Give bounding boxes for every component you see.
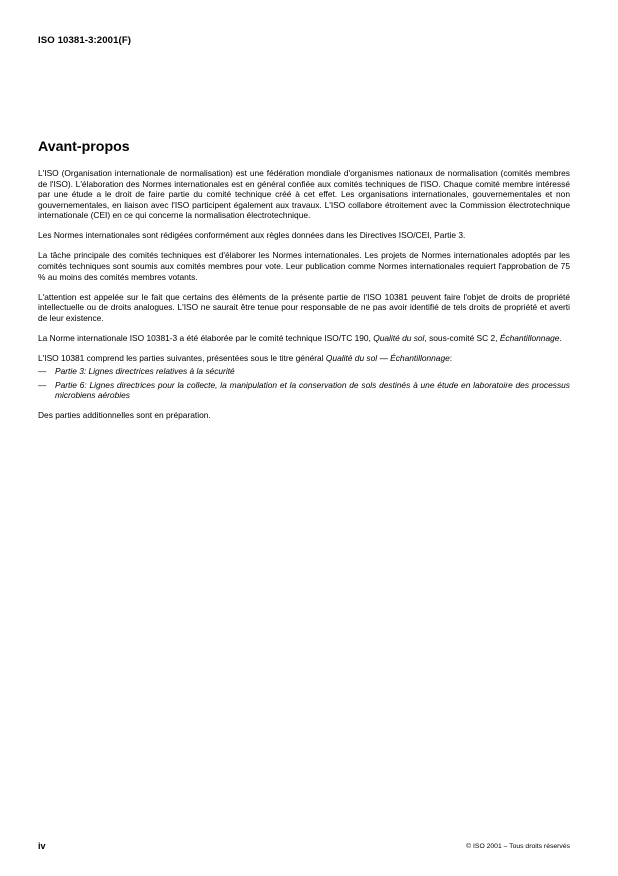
paragraph-parts-intro [38,353,570,364]
list-dash: — [38,379,47,390]
page-number: iv [38,841,46,851]
list-item-text: Partie 3: Lignes directrices relatives à la sécurité [55,366,235,377]
prepared-by-end: . [559,332,562,343]
committee-title: Qualité du sol [373,332,425,343]
list-item [38,366,570,377]
list-dash: — [38,366,47,377]
list-item-text: Partie 6: Lignes directrices pour la collecte, la manipulation et la conservation de sols destinés à une étude en laboratoire des processus microbiens aérobies [55,379,570,401]
paragraph-prepared-by [38,333,570,344]
copyright-notice: © ISO 2001 – Tous droits réservés [466,843,570,850]
paragraph-directives: Les Normes internationales sont rédigées conformément aux règles données dans les Directives ISO/CEI, Partie 3. [38,230,466,241]
subcommittee-title: Échantillonnage [499,332,560,343]
paragraph-patent-rights: L'attention est appelée sur le fait que certains des éléments de la présente partie de l'ISO 10381 peuvent faire l'objet de droits de propriété intellectuelle ou de droits analogues. L'ISO ne saurait être tenue pour responsable de ne pas avoir identifié de tels droits de propriété et averti de leur existence. [38,291,570,323]
list-item [38,380,570,401]
prepared-by-mid: , sous-comité SC 2, [424,332,500,343]
paragraph-organisation: L'ISO (Organisation internationale de normalisation) est une fédération mondiale d'organismes nationaux de normalisation (comités membres de l'ISO). L'élaboration des Normes internationales est en général confiée aux comités techniques de l'ISO. Chaque comité membre intéressé par une étude a le droit de faire partie du comité technique créé à cet effet. Les organisations internationales, gouvernementales et non gouvernementales, en liaison avec l'ISO participent également aux travaux. L'ISO collabore étroitement avec la Commission électrotechnique internationale (CEI) en ce qui concerne la normalisation électrotechnique. [38,168,570,221]
prepared-by-prefix: La Norme internationale ISO 10381-3 a été élaborée par le comité technique ISO/TC 190, [38,332,374,343]
paragraph-technical-committees: La tâche principale des comités techniques est d'élaborer les Normes internationales. Les projets de Normes internationales adoptés par les comités techniques sont soumis aux comités membres pour vote. Leur publication comme Normes internationales requiert l'approbation de 75 % au moins des comités membres votants. [38,250,570,282]
section-title: Avant-propos [38,139,130,155]
parts-intro-end: : [449,352,453,363]
foreword-body [38,168,570,430]
general-title: Qualité du sol — Échantillonnage [325,352,450,363]
paragraph-additional-parts: Des parties additionnelles sont en préparation. [38,410,211,421]
document-identifier: ISO 10381-3:2001(F) [38,35,132,46]
parts-intro-prefix: L'ISO 10381 comprend les parties suivantes, présentées sous le titre général [38,352,326,363]
